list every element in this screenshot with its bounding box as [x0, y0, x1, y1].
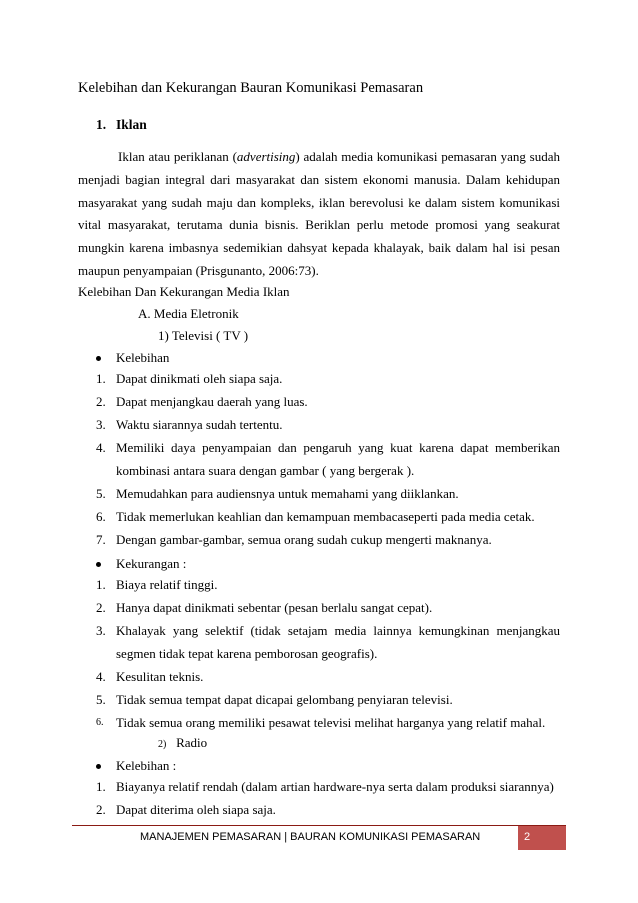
footer-divider — [72, 825, 566, 826]
list-item: 4. Kesulitan teknis. — [96, 669, 204, 684]
radio-kelebihan-bullet — [96, 758, 176, 774]
list-item: 4. Memiliki daya penyampaian dan pengaruh yang kuat karena dapat memberikan kombinasi antara suara dengan gambar ( yang bergerak ). — [96, 440, 560, 478]
radio-heading — [158, 735, 207, 751]
bullet-dot-icon — [96, 764, 101, 769]
tv-kekurangan-label: Kekurangan : — [116, 556, 187, 571]
tv-kekurangan-bullet — [96, 556, 186, 572]
intro-paragraph — [78, 146, 560, 283]
section-number: 1. — [96, 117, 107, 132]
radio-kelebihan-label: Kelebihan : — [116, 758, 177, 773]
list-item: 6. Tidak memerlukan keahlian dan kemampuan membacaseperti pada media cetak. — [96, 509, 535, 524]
list-item: 3. Khalayak yang selektif (tidak setajam media lainnya kemungkinan menjangkau segmen tidak tepat karena pemborosan geografis). — [96, 623, 560, 661]
list-item: 2. Dapat menjangkau daerah yang luas. — [96, 394, 308, 409]
list-item: 7. Dengan gambar-gambar, semua orang sudah cukup mengerti maknanya. — [96, 532, 492, 547]
paragraph-part1: Iklan atau periklanan ( — [118, 149, 237, 164]
paragraph-part2: ) adalah media komunikasi pemasaran yang sudah menjadi bagian integral dari masyarakat dan sistem ekonomi manusia. Dalam kehidupan masyarakat yang sudah maju dan kompleks, iklan berevolusi ke dalam sistem komunikasi vital masyarakat, terutama dunia bisnis. Beriklan perlu metode promosi yang seakurat mungkin karena imbasnya sedemikian dahsyat kepada khalayak, baik dalam hal isi pesan maupun penyampaian (Prisgunanto, 2006:73). — [78, 149, 560, 278]
subheading: Kelebihan Dan Kekurangan Media Iklan — [78, 284, 290, 299]
bullet-dot-icon — [96, 356, 101, 361]
section-heading — [96, 117, 147, 133]
tv-heading: 1) Televisi ( TV ) — [158, 328, 249, 343]
media-heading: A. Media Eletronik — [138, 306, 239, 321]
radio-title: Radio — [176, 735, 208, 750]
page-number: 2 — [524, 831, 531, 843]
list-item: 2. Hanya dapat dinikmati sebentar (pesan berlalu sangat cepat). — [96, 600, 433, 615]
radio-number: 2) — [158, 739, 167, 750]
tv-kelebihan-label: Kelebihan — [116, 350, 170, 365]
list-item: 5. Tidak semua tempat dapat dicapai gelombang penyiaran televisi. — [96, 692, 453, 707]
section-title: Iklan — [116, 117, 147, 132]
bullet-dot-icon — [96, 562, 101, 567]
list-item: 1. Biaya relatif tinggi. — [96, 577, 218, 592]
footer-text: MANAJEMEN PEMASARAN | BAURAN KOMUNIKASI PEMASARAN — [140, 831, 481, 843]
paragraph-italic-term: advertising — [236, 149, 296, 164]
list-item: 5. Memudahkan para audiensnya untuk memahami yang diiklankan. — [96, 486, 459, 501]
tv-kelebihan-bullet — [96, 350, 169, 366]
document-title: Kelebihan dan Kekurangan Bauran Komunikasi Pemasaran — [78, 80, 424, 96]
list-item: 1. Biayanya relatif rendah (dalam artian hardware-nya serta dalam produksi siarannya) — [96, 779, 554, 794]
list-item: 6. Tidak semua orang memiliki pesawat televisi melihat harganya yang relatif mahal. — [96, 715, 546, 730]
list-item: 1. Dapat dinikmati oleh siapa saja. — [96, 371, 283, 386]
list-item: 2. Dapat diterima oleh siapa saja. — [96, 802, 276, 817]
list-item: 3. Waktu siarannya sudah tertentu. — [96, 417, 283, 432]
